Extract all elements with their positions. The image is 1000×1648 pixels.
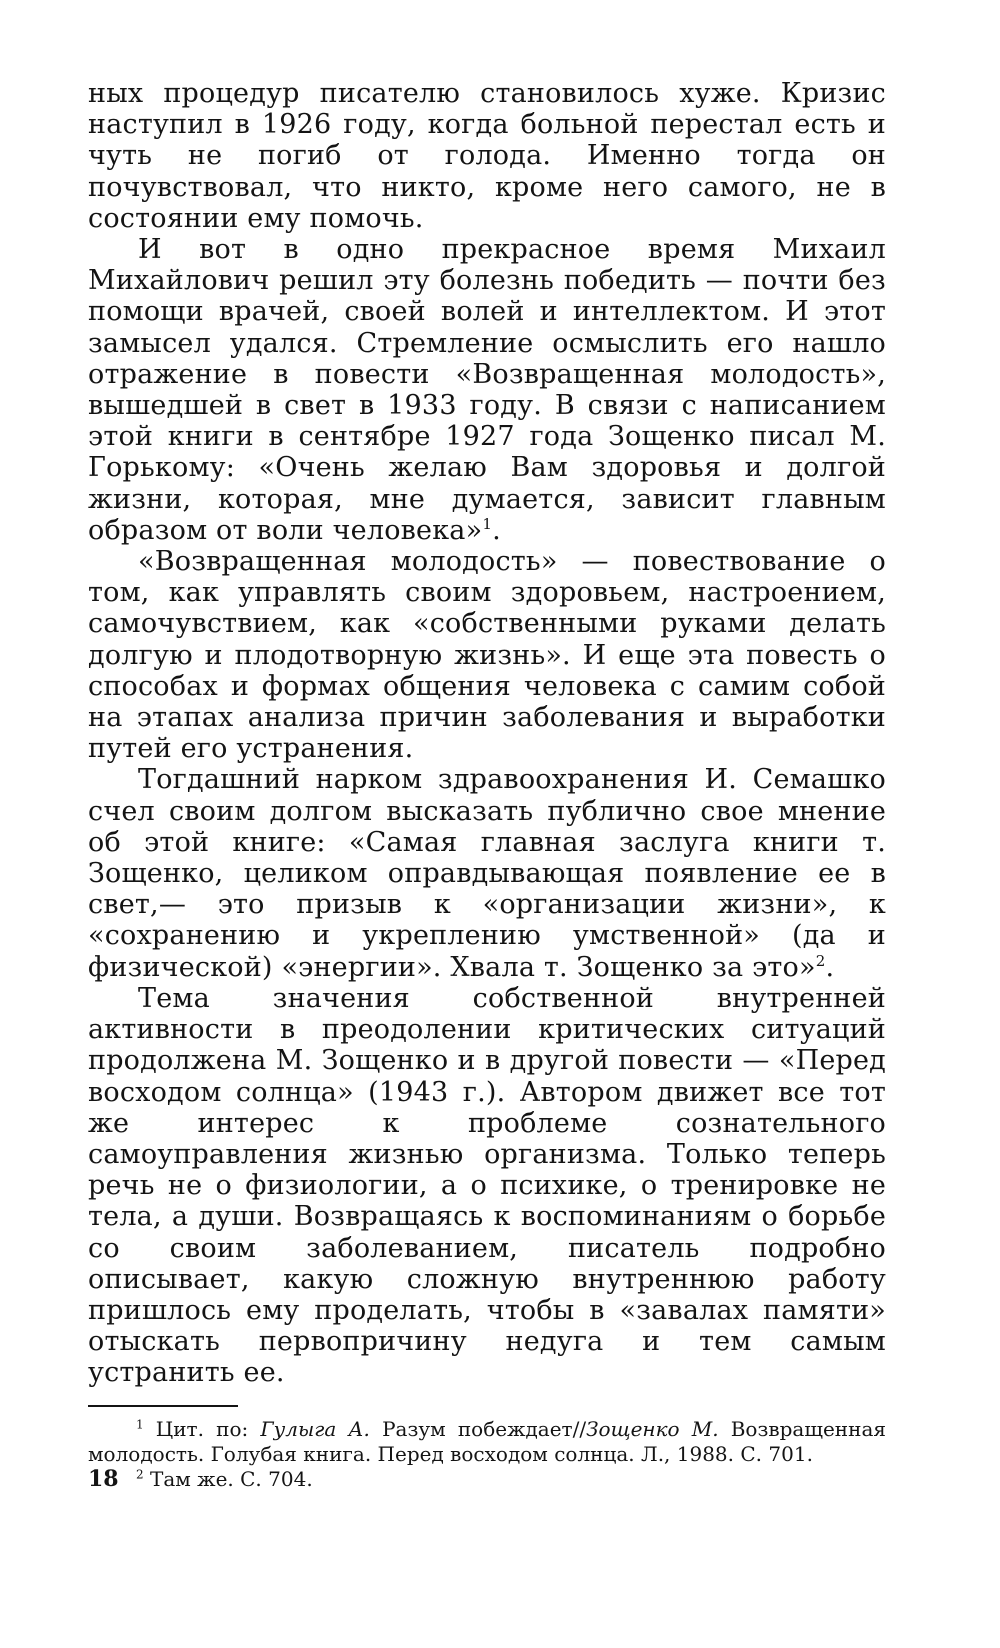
- paragraph-1: ных процедур писателю становилось хуже. Кризис наступил в 1926 году, когда больной перестал есть и чуть не погиб от голода. Именно тогда он почувствовал, что никто, кроме него самого, не в состоянии ему помочь.: [88, 78, 886, 234]
- footnote-1-author-2: Зощенко М.: [586, 1416, 719, 1441]
- footnote-1-author-1: Гулыга А.: [260, 1416, 370, 1441]
- paragraph-2-text: И вот в одно прекрасное время Михаил Михайлович решил эту болезнь победить — почти без помощи врачей, своей волей и интеллектом. И этот замысел удался. Стремление осмыслить его нашло отражение в повести «Возвращенная молодость», вышедшей в свет в 1933 году. В связи с написанием этой книги в сентябре 1927 года Зощенко писал М. Горькому: «Очень желаю Вам здоровья и долгой жизни, которая, мне думается, зависит главным образом от воли человека»: [88, 234, 886, 546]
- paragraph-2: [88, 234, 886, 546]
- paragraph-4-end: .: [825, 951, 835, 983]
- paragraph-3: «Возвращенная молодость» — повествование о том, как управлять своим здоровьем, настроением, самочувствием, как «собственными руками делать долгую и плодотворную жизнь». И еще эта повесть о способах и формах общения человека с самим собой на этапах анализа причин заболевания и выработки путей его устранения.: [88, 546, 886, 765]
- footnote-1-mid: Разум побеждает//: [369, 1416, 587, 1441]
- paragraph-4: [88, 764, 886, 982]
- paragraph-2-end: .: [492, 514, 501, 546]
- footnote-divider: [88, 1405, 238, 1407]
- footnote-1-number: 1: [136, 1416, 144, 1431]
- page-body: [88, 78, 886, 1492]
- footnote-2: [88, 1467, 886, 1492]
- footnote-ref-1: 1: [482, 514, 493, 533]
- footnote-2-text: Там же. С. 704.: [150, 1466, 313, 1491]
- paragraph-5: Тема значения собственной внутренней активности в преодолении критических ситуаций продолжена М. Зощенко и в другой повести — «Перед восходом солнца» (1943 г.). Автором движет все тот же интерес к проблеме сознательного самоуправления жизнью организма. Только теперь речь не о физиологии, а о психике, о тренировке не тела, а души. Возвращаясь к воспоминаниям о борьбе со своим заболеванием, писатель подробно описывает, какую сложную внутреннюю работу пришлось ему проделать, чтобы в «завалах памяти» отыскать первопричину недуга и тем самым устранить ее.: [88, 982, 886, 1389]
- footnote-2-number: 2: [136, 1466, 144, 1481]
- footnote-ref-2: 2: [815, 951, 826, 970]
- footnote-1-tail: Возвращенная молодость. Голубая книга. Перед восходом солнца. Л., 1988. С. 701.: [88, 1416, 886, 1466]
- footnote-1-lead: Цит. по:: [155, 1416, 261, 1441]
- paragraph-4-text: Тогдашний нарком здравоохранения И. Семашко счел своим долгом высказать публично свое мнение об этой книге: «Самая главная заслуга книги т. Зощенко, целиком оправдывающая появление ее в свет,— это призыв к «организации жизни», к «сохранению и укреплению умственной» (да и физической) «энергии». Хвала т. Зощенко за это»: [88, 764, 886, 983]
- footnote-1: [88, 1417, 886, 1467]
- page-number: 18: [88, 1466, 119, 1492]
